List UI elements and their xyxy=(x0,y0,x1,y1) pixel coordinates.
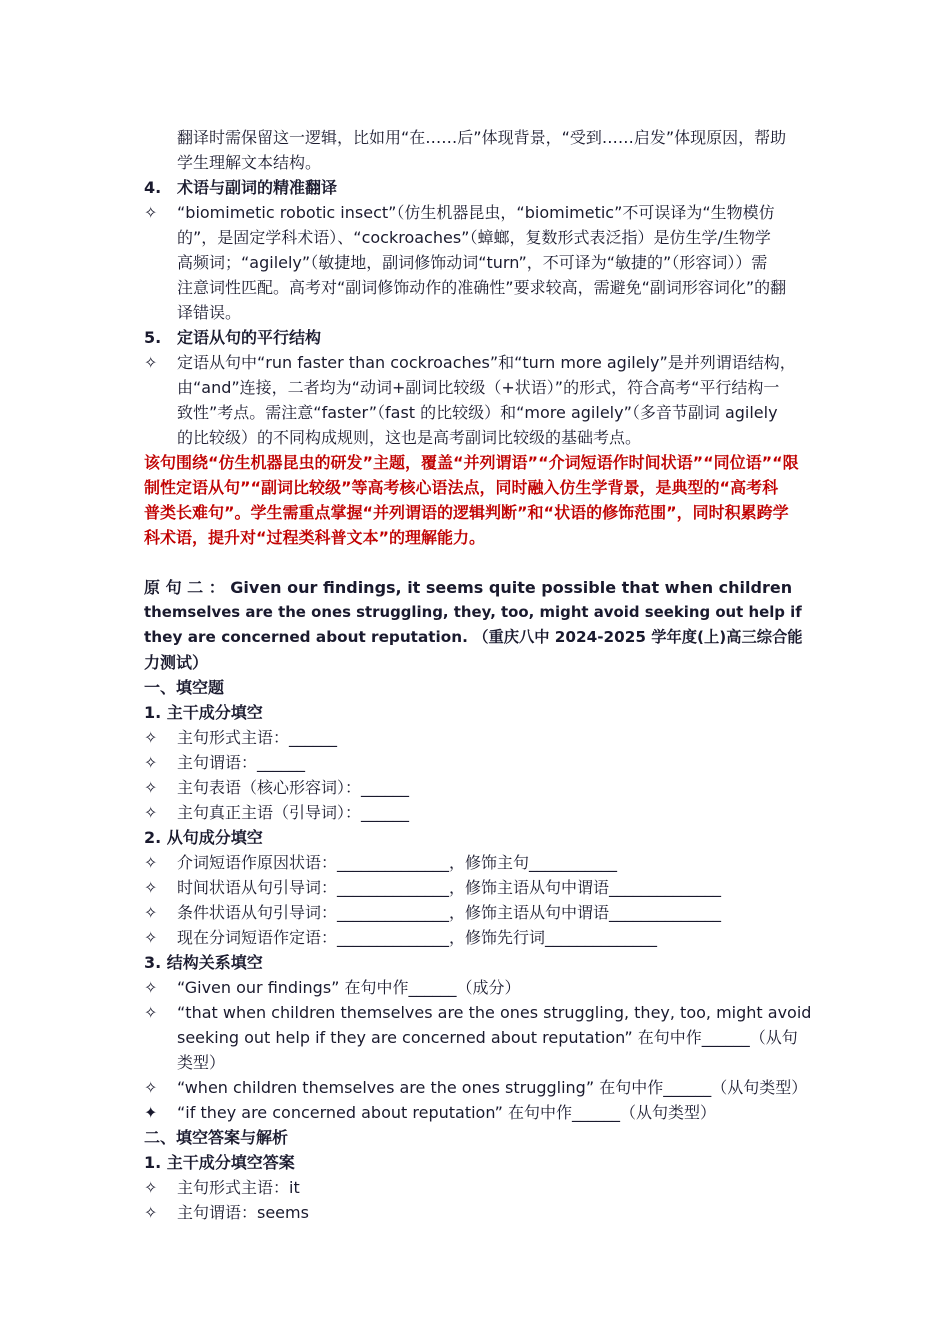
original-line: themselves are the ones struggling, they, too, might avoid seeking out help if xyxy=(144,603,802,621)
bullet-item xyxy=(144,800,806,825)
diamond-bullet-icon: ✧ xyxy=(144,353,158,372)
subsection-title: 1. 主干成分填空 xyxy=(144,703,263,722)
diamond-bullet-icon: ✧ xyxy=(144,1203,158,1222)
original-line: 力测试） xyxy=(144,653,209,672)
diamond-bullet-icon: ✧ xyxy=(144,878,158,897)
diamond-bullet-icon: ✧ xyxy=(144,753,158,772)
diamond-bullet-icon: ✧ xyxy=(144,203,158,222)
bullet-item xyxy=(144,900,806,925)
diamond-bullet-icon: ✧ xyxy=(144,1078,158,1097)
original-sentence-2 xyxy=(144,575,806,675)
item-line: “when children themselves are the ones struggling” 在句中作______（从句类型） xyxy=(177,1078,808,1097)
item-line: 注意词性匹配。高考对“副词修饰动作的准确性”要求较高，需避免“副词形容词化”的翻 xyxy=(177,278,787,297)
diamond-bullet-icon: ✧ xyxy=(144,1003,158,1022)
item-line: “biomimetic robotic insect”（仿生机器昆虫，“biomimetic”不可误译为“生物模仿 xyxy=(177,203,775,222)
filled-diamond-bullet-icon: ✦ xyxy=(144,1103,158,1122)
bullet-item xyxy=(144,775,806,800)
diamond-bullet-icon: ✧ xyxy=(144,803,158,822)
item-line: 由“and”连接，二者均为“动词+副词比较级（+状语）”的形式，符合高考“平行结构一 xyxy=(177,378,780,397)
item-line: “that when children themselves are the ones struggling, they, too, might avoid xyxy=(177,1003,812,1022)
summary-line: 制性定语从句”“副词比较级”等高考核心语法点，同时融入仿生学背景，是典型的“高考科 xyxy=(144,478,779,497)
diamond-bullet-icon: ✧ xyxy=(144,1178,158,1197)
subsection-title: 1. 主干成分填空答案 xyxy=(144,1153,295,1172)
original-line: they are concerned about reputation. （重庆八中 2024-2025 学年度(上)高三综合能 xyxy=(144,628,803,646)
bullet-item xyxy=(144,925,806,950)
section-heading-5 xyxy=(144,325,806,350)
bullet-item xyxy=(144,1000,812,1075)
bullet-item xyxy=(144,750,806,775)
diamond-bullet-icon: ✧ xyxy=(144,853,158,872)
summary-line: 该句围绕“仿生机器昆虫的研发”主题，覆盖“并列谓语”“介词短语作时间状语”“同位语”“限 xyxy=(144,453,799,472)
item-line: “if they are concerned about reputation” 在句中作______（从句类型） xyxy=(177,1103,716,1122)
item-line: 主句表语（核心形容词）：______ xyxy=(177,778,410,797)
part-title-answers: 二、填空答案与解析 xyxy=(144,1128,289,1147)
summary-paragraph xyxy=(144,450,806,550)
item-line: 译错误。 xyxy=(177,303,242,322)
item-line: 主句真正主语（引导词）：______ xyxy=(177,803,410,822)
bullet-item xyxy=(144,1075,806,1100)
item-line: “Given our findings” 在句中作______（成分） xyxy=(177,978,521,997)
item-line: 主句谓语：______ xyxy=(177,753,306,772)
bullet-item xyxy=(144,1175,806,1200)
item-line: 高频词；“agilely”（敏捷地，副词修饰动词“turn”，不可译为“敏捷的”（形容词））需 xyxy=(177,253,768,272)
bullet-item xyxy=(144,1100,806,1125)
diamond-bullet-icon: ✧ xyxy=(144,728,158,747)
item-line: 主句形式主语：______ xyxy=(177,728,338,747)
original-line: 原 句 二 ： Given our findings, it seems quite possible that when children xyxy=(144,578,793,597)
bullet-item xyxy=(144,1200,806,1225)
item-line: 介词短语作原因状语：______________，修饰主句___________ xyxy=(177,853,618,872)
bullet-item xyxy=(144,975,806,1000)
section-number: 5. xyxy=(144,328,162,347)
item-line: 定语从句中“run faster than cockroaches”和“turn more agilely”是并列谓语结构， xyxy=(177,353,796,372)
part-title-fill: 一、填空题 xyxy=(144,678,225,697)
summary-line: 科术语，提升对“过程类科普文本”的理解能力。 xyxy=(144,528,486,547)
item-line: 主句谓语：seems xyxy=(177,1203,309,1222)
section-title: 定语从句的平行结构 xyxy=(177,328,322,347)
paragraph-line: 翻译时需保留这一逻辑，比如用“在……后”体现背景，“受到……启发”体现原因，帮助 xyxy=(177,128,787,147)
item-line: 时间状语从句引导词：______________，修饰主语从句中谓语______________ xyxy=(177,878,722,897)
item-line: 现在分词短语作定语：______________，修饰先行词______________ xyxy=(177,928,658,947)
section-number: 4. xyxy=(144,178,162,197)
bullet-item xyxy=(144,725,806,750)
subsection-title: 3. 结构关系填空 xyxy=(144,953,263,972)
bullet-item xyxy=(144,200,806,325)
diamond-bullet-icon: ✧ xyxy=(144,903,158,922)
diamond-bullet-icon: ✧ xyxy=(144,978,158,997)
summary-line: 普类长难句”。学生需重点掌握“并列谓语的逻辑判断”和“状语的修饰范围”，同时积累跨学 xyxy=(144,503,789,522)
document-body xyxy=(144,125,812,1225)
bullet-item xyxy=(144,850,806,875)
item-line: 的比较级）的不同构成规则，这也是高考副词比较级的基础考点。 xyxy=(177,428,642,447)
diamond-bullet-icon: ✧ xyxy=(144,778,158,797)
item-line: 类型） xyxy=(177,1053,226,1072)
bullet-item xyxy=(144,875,806,900)
item-line: 的”，是固定学科术语）、“cockroaches”（蟑螂，复数形式表泛指）是仿生学/生物学 xyxy=(177,228,771,247)
item-line: 条件状语从句引导词：______________，修饰主语从句中谓语______________ xyxy=(177,903,722,922)
item-line: 致性”考点。需注意“faster”（fast 的比较级）和“more agilely”（多音节副词 agilely xyxy=(177,403,778,422)
section-title: 术语与副词的精准翻译 xyxy=(177,178,338,197)
item-line: seeking out help if they are concerned about reputation” 在句中作______（从句 xyxy=(177,1028,798,1047)
subsection-title: 2. 从句成分填空 xyxy=(144,828,263,847)
item-line: 主句形式主语：it xyxy=(177,1178,300,1197)
spacer xyxy=(144,550,806,575)
paragraph-line: 学生理解文本结构。 xyxy=(177,153,322,172)
diamond-bullet-icon: ✧ xyxy=(144,928,158,947)
section-heading-4 xyxy=(144,175,806,200)
bullet-item xyxy=(144,350,806,450)
